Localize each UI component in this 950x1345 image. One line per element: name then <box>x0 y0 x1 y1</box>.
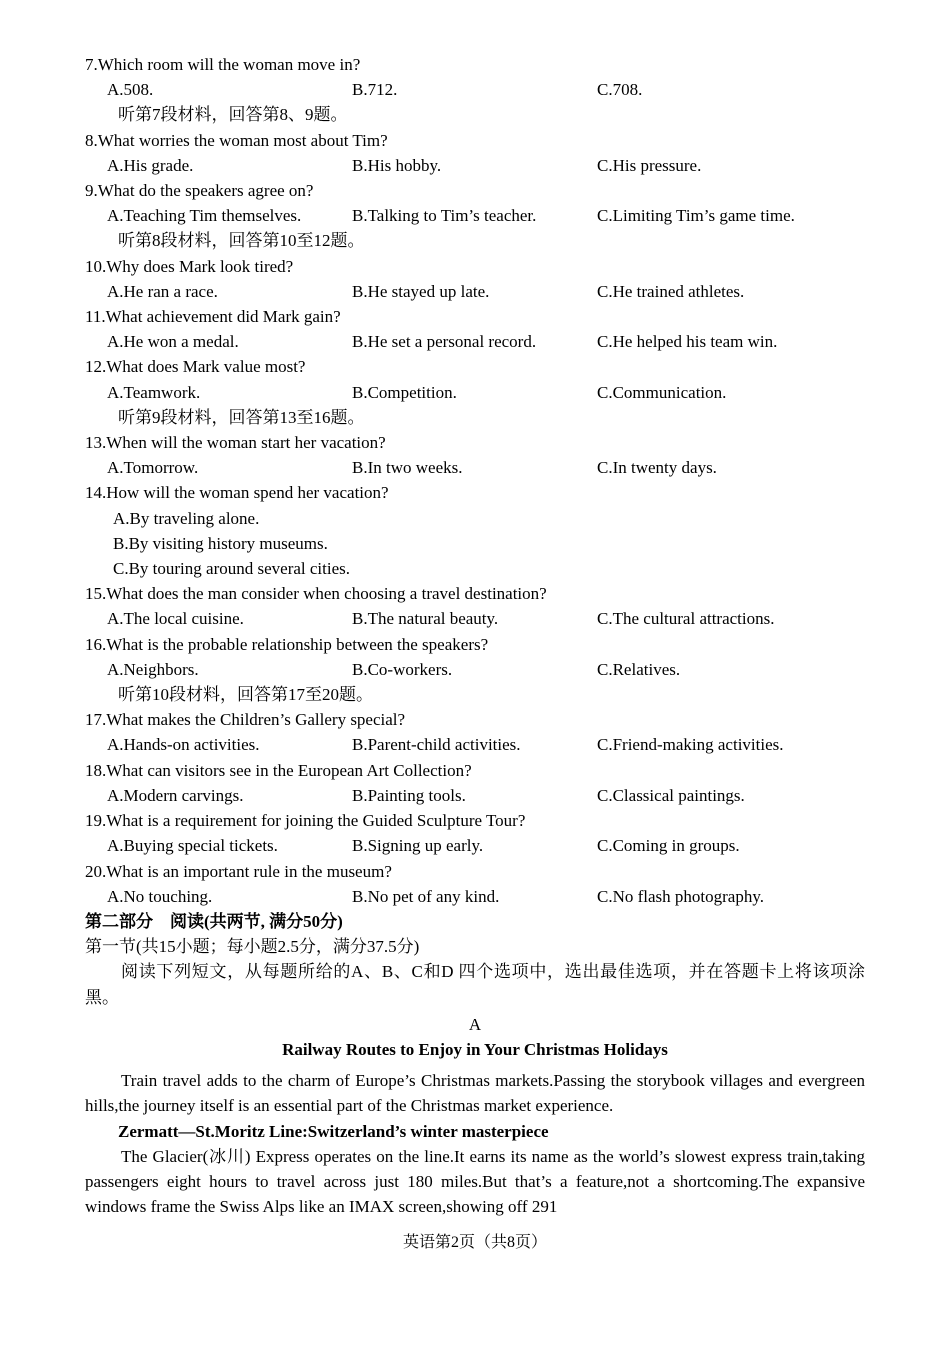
option: B.He stayed up late. <box>352 281 490 301</box>
option: C.Limiting Tim’s game time. <box>597 206 795 226</box>
option: A.Neighbors. <box>107 659 199 679</box>
options-row <box>85 380 865 405</box>
option: B.In two weeks. <box>352 458 463 478</box>
options-row <box>85 833 865 858</box>
option: C.His pressure. <box>597 155 702 175</box>
option: B.By visiting history museums. <box>113 533 328 553</box>
option: C.Classical paintings. <box>597 785 745 805</box>
question-text: 20.What is an important rule in the museum? <box>85 861 392 881</box>
option: C.708. <box>597 80 643 100</box>
listening-section <box>85 52 865 909</box>
option: B.Talking to Tim’s teacher. <box>352 206 537 226</box>
listening-instruction: 听第10段材料，回答第17至20题。 <box>118 685 373 705</box>
question-text: 7.Which room will the woman move in? <box>85 55 361 74</box>
options-row <box>85 279 865 304</box>
passage-paragraph-1: Train travel adds to the charm of Europe’s Christmas markets.Passing the storybook villages and evergreen hills,the journey itself is an essential part of the Christmas market experience. <box>85 1071 865 1116</box>
passage-label: A <box>468 1014 482 1034</box>
options-row <box>85 203 865 228</box>
option: A.Teamwork. <box>107 382 201 402</box>
option: B.Parent-child activities. <box>352 735 521 755</box>
option: A.His grade. <box>107 155 194 175</box>
option: C.He helped his team win. <box>597 332 778 352</box>
question-text: 17.What makes the Children’s Gallery special? <box>85 710 406 730</box>
options-row <box>85 783 865 808</box>
option: C.Relatives. <box>597 659 681 679</box>
option: C.Communication. <box>597 382 727 402</box>
option: A.The local cuisine. <box>107 609 244 629</box>
option: B.Competition. <box>352 382 457 402</box>
option: C.Coming in groups. <box>597 836 740 856</box>
option: A.508. <box>107 80 154 100</box>
option: A.Buying special tickets. <box>107 836 278 856</box>
question-text: 15.What does the man consider when choosing a travel destination? <box>85 584 547 604</box>
part2-instructions: 阅读下列短文，从每题所给的A、B、C和D 四个选项中，选出最佳选项，并在答题卡上将该项涂黑。 <box>85 962 865 1007</box>
option: B.No pet of any kind. <box>352 886 500 906</box>
part2-section1-line: 第一节(共15小题；每小题2.5分，满分37.5分) <box>85 937 420 957</box>
option: B.His hobby. <box>352 155 442 175</box>
option: C.The cultural attractions. <box>597 609 775 629</box>
option: B.The natural beauty. <box>352 609 499 629</box>
option: A.He won a medal. <box>107 332 239 352</box>
question-text: 14.How will the woman spend her vacation? <box>85 483 389 503</box>
listening-instruction: 听第7段材料，回答第8、9题。 <box>118 105 348 125</box>
question-text: 16.What is the probable relationship between the speakers? <box>85 634 489 654</box>
passage-subheading: Zermatt—St.Moritz Line:Switzerland’s winter masterpiece <box>118 1121 549 1141</box>
question-text: 9.What do the speakers agree on? <box>85 181 314 201</box>
options-row <box>85 77 865 102</box>
options-row <box>85 455 865 480</box>
options-row <box>85 153 865 178</box>
option: B.Co-workers. <box>352 659 453 679</box>
option: A.No touching. <box>107 886 213 906</box>
listening-instruction: 听第9段材料，回答第13至16题。 <box>118 407 365 427</box>
option: B.Painting tools. <box>352 785 466 805</box>
listening-instruction: 听第8段材料，回答第10至12题。 <box>118 231 365 251</box>
question-text: 19.What is a requirement for joining the Guided Sculpture Tour? <box>85 811 526 831</box>
options-row <box>85 329 865 354</box>
option: B.Signing up early. <box>352 836 484 856</box>
page-footer: 英语第2页（共8页） <box>402 1234 547 1251</box>
option: B.712. <box>352 80 398 100</box>
option: A.Tomorrow. <box>107 458 199 478</box>
option: B.He set a personal record. <box>352 332 537 352</box>
options-row <box>85 657 865 682</box>
passage-paragraph-2: The Glacier(冰川) Express operates on the line.It earns its name as the world’s slowest express train,taking passengers eight hours to travel across just 180 miles.But that’s a feature,not a shortcoming.The expansive windows frame the Swiss Alps like an IMAX screen,showing off 291 <box>85 1146 865 1217</box>
question-text: 11.What achievement did Mark gain? <box>85 307 341 327</box>
question-text: 8.What worries the woman most about Tim? <box>85 130 388 150</box>
option: C.No flash photography. <box>597 886 764 906</box>
reading-section <box>85 909 865 1219</box>
option: A.He ran a race. <box>107 281 218 301</box>
question-text: 10.Why does Mark look tired? <box>85 256 294 276</box>
question-text: 18.What can visitors see in the European Art Collection? <box>85 760 472 780</box>
option: A.Teaching Tim themselves. <box>107 206 302 226</box>
option: C.By touring around several cities. <box>113 559 351 579</box>
option: C.In twenty days. <box>597 458 717 478</box>
options-row <box>85 884 865 909</box>
question-text: 12.What does Mark value most? <box>85 357 306 377</box>
option: A.By traveling alone. <box>113 508 260 528</box>
passage-title: Railway Routes to Enjoy in Your Christmas Holidays <box>282 1039 668 1059</box>
option: A.Modern carvings. <box>107 785 244 805</box>
option: C.Friend-making activities. <box>597 735 784 755</box>
options-row <box>85 606 865 631</box>
part2-heading: 第二部分 阅读(共两节, 满分50分) <box>85 911 343 931</box>
options-row <box>85 732 865 757</box>
option: C.He trained athletes. <box>597 281 745 301</box>
option: A.Hands-on activities. <box>107 735 260 755</box>
question-text: 13.When will the woman start her vacation? <box>85 433 386 453</box>
